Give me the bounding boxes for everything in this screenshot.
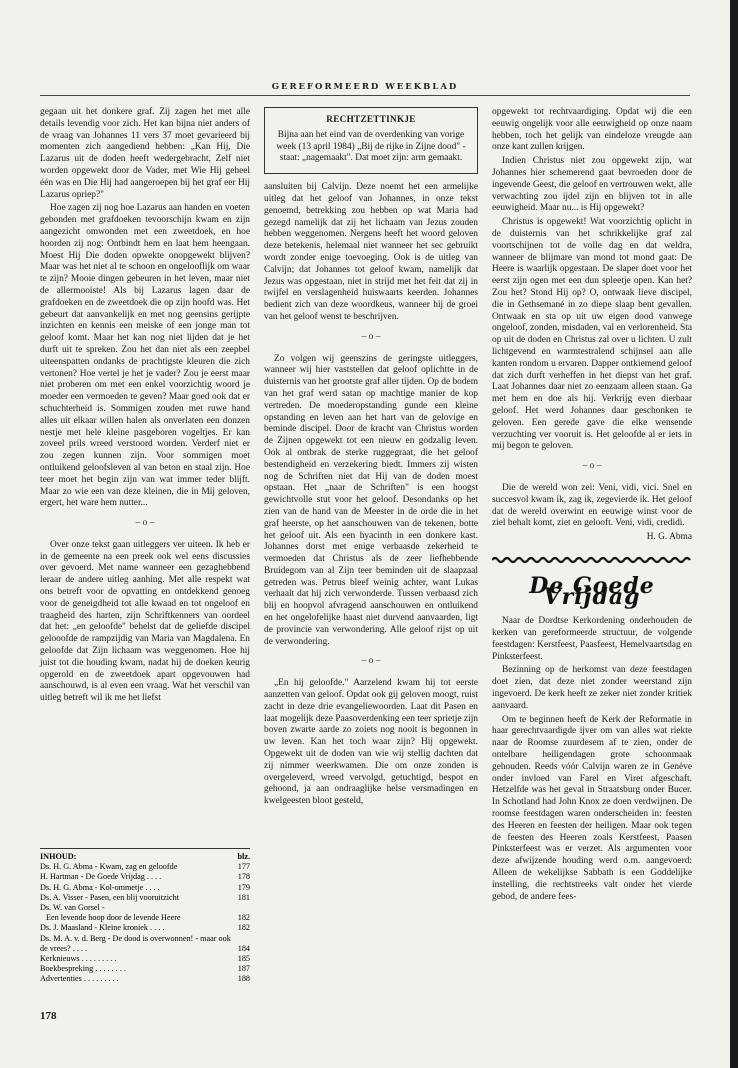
toc-page: 185 [237,954,250,964]
toc-entry: Ds. M. A. v. d. Berg - De dood is overwonnen! - maar ook de vrees? . . . . [40,933,231,953]
column-2 [264,107,478,810]
col3-paragraph: Die de wereld won zei: Veni, vidi, vici. Snel en succesvol kwam ik, zag ik, zegevierde ik. Het geloof dat de wereld overwint en eeuwige winst voor de ziel behalt komt, ziet en gelooft. Veni, vidi, credidi. [492,482,692,529]
toc-page: 188 [237,974,250,984]
col1-paragraph: Hoe zagen zij nog hoe Lazarus aan handen en voeten gebonden met grafdoeken tevoorschijn kwam en zijn aangezicht omwonden met een zweetdoek, en hoe hoorden zij nog: Ontbindt hem en laat hem heengaan. Moest Hij Die doden opwekte onopgewekt blijven? Maar was het niet al te schoon en ongelooflijk om waar te zijn? Mooie dingen gebeuren in het leven, maar niet de allermooiste! Als bij Lazarus lagen daar de grafdoeken en de zweetdoek die op zijn hoofd was. Het gebeurt dat aanvankelijk en met nog geensins gerijpte inzichten en kennis een meiske of een jonge man tot geloof komt. Maar het kan nog niet lijden dat je het durft uit te spreken. Zou het dan niet als een zeepbel uiteenspatten ondanks de prachtigste kleuren die zich vertonen? Hoe vertel je het je vader? Zou je eerst maar niet proberen om met een enkel voorzichtig woord je moeder een vermoeden te geven? Maar goed ook dat er schuchterheid is. Sommigen zouden met ruwe hand alles uit elkaar willen halen als onverlaten een donzen nestje met hele kleine pasgeboren vogeltjes. Er kan zoveel prils wreed verstoord worden. Verderf niet er zou zegen kunnen zijn. Voor sommigen moet ontluikend geloofsleven al van beton en staal zijn. Hoe teer moet het begin zijn van wat immer teder blijft. Maar zo wie een van deze kleinen, die in Mij geloven, ergert, het ware hem nutter... [40,203,250,509]
toc-row[interactable] [40,964,250,974]
page-number: 178 [40,1010,57,1022]
toc-row[interactable] [40,954,250,964]
toc-row[interactable] [40,893,250,903]
toc-heading: INHOUD: [40,852,77,861]
col3-paragraph: Indien Christus niet zou opgewekt zijn, wat Johannes hier schemerend gaat bevroeden door de ingevende Geest, die geloof en vertrouwen wekt, alle verwachting zou ijdel zijn en blijven tot in alle eeuwigheid. Maar nu... is Hij opgewekt? [492,156,692,214]
toc-page-heading: blz. [237,852,250,861]
col3-paragraph: Christus is opgewekt! Wat voorzichtig oplicht in de duisternis van het schrikkelijke graf zal voortschijnen tot de volle dag en dat weldra, wanneer de blijmare van mond tot mond gaat: De Heere is waarlijk opgestaan. De slaper doet voor het eerst zijn ogen met een dun spleetje open. Kan het? Zou het? Stond Hij op? O, ontwaak lieve discipel, die in Gethsemané in zo diepe slaap bent gevallen. Ontwaak en sta op uit uw eigen dood vanwege ongeloof, zonden, misdaden, val en verlorenheid. Sta op uit de doden en Christus zal over u lichten. U zult lichtgevend en warmtestralend schijnsel aan alle kanten rondom u ervaren. Dapper ontkiemend geloof dat zich durft verheffen in het diepst van het graf. Laat Johannes daar niet zo eenzaam alleen staan. Ga met hem en doe als hij. Verkrijg even dierbaar geloof. Het werd Johannes daar geschonken te geloven. Een gerede gave die elke wensende verzuchting ver vooruit is. Het geloofde al er iets in mij begon te geloven. [492,217,692,452]
toc-entry: Ds. W. van Gorsel - [40,903,105,913]
toc-row[interactable] [40,913,250,923]
article2-paragraph: Naar de Dordtse Kerkordening onderhouden de kerken van gereformeerde structuur, de volgende feestdagen: Kerstfeest, Paasfeest, Hemelvaartsdag en Pinksterfeest. [492,616,692,662]
toc-entry: H. Hartman - De Goede Vrijdag . . . . [40,872,162,882]
header-rule [40,95,690,96]
toc-entry: Ds. J. Maasland - Kleine kroniek . . . . [40,923,165,933]
correction-body: Bijna aan het eind van de overdenking van vorige week (13 april 1984) „Bij de rijke in Zijne dood" - staat: „nagemaakt". Dat moet zijn: arm gemaakt. [276,129,466,164]
toc-entry: Een levende hoop door de levende Heere [46,913,181,923]
article-title: De Goede Vrijdag [529,572,655,611]
correction-box [264,107,478,174]
toc-row[interactable] [40,923,250,933]
toc-header [40,852,250,862]
toc-row[interactable] [40,974,250,984]
section-separator: – o – [361,331,381,342]
col3-paragraph: opgewekt tot rechtvaardiging. Opdat wij die een eeuwig ongelijk voor alle eeuwigheid op onze naam hebben, toch het gelijk van eindeloze vreugde aan onze kant zullen krijgen. [492,107,692,153]
running-header: GEREFORMEERD WEEKBLAD [271,82,459,92]
column-3 [492,107,692,905]
toc-entry: Advertenties . . . . . . . . . [40,974,119,984]
article2-paragraph: Om te beginnen heeft de Kerk der Reformatie in haar gerechtvaardigde ijver om van alles wat riekte naar de Roomse zuurdesem af te zien, onder de ontelbare heiligendagen grote schoonmaak gehouden. Reeds vóór Calvijn waren ze in Genève onder invloed van Farel en Viret afgeschaft. Hetzelfde was het geval in Straatsburg onder Bucer. In Schotland had John Knox ze doen verdwijnen. De roomse feestdagen waren onderscheiden in: feesten des Heeren en feesten der heiligen. Maar ook tegen de feesten des Heeren zoals Kerstfeest, Paasen Pinksterfeest was er verzet. Als argumenten voor deze afwijzende houding werd o.m. aangevoerd: Alleen de wekelijkse Sabbath is een Goddelijke instelling, die rechtstreeks valt onder het vierde gebod, de andere fees- [492,714,692,902]
col2-paragraph: aansluiten bij Calvijn. Deze noemt het een armelijke uitleg dat het geloof van Johannes, in onze tekst genoemd, betrekking zou hebben op wat Maria had gezegd namelijk dat zij het lichaam van Jezus zouden hebben weggenomen. Nergens heeft het woord geloven deze betekenis, helemaal niet wanneer het sec gebruikt wordt zonder enige toevoeging. Ook is de uitleg van Calvijn; dat Johannes tot geloof kwam, namelijk dat Jezus was opgestaan, niet in strijd met het feit dat zij in twijfel en verslagenheid huiswaarts keerden. Johannes bedient zich van deze woordkeus, wanneer hij de groei van het geloof wenst te beschrijven. [264,182,478,322]
toc-page: 181 [237,892,250,902]
toc-entry: Kerknieuws . . . . . . . . . [40,954,117,964]
toc-row[interactable] [40,872,250,882]
section-separator: – o – [135,518,155,529]
correction-title: RECHTZETTINKJE [326,114,416,124]
toc-entry: Ds. A. Visser - Pasen, een blij vooruitzicht [40,892,179,902]
scan-edge [730,0,738,1068]
col1-paragraph: Over onze tekst gaan uitleggers ver uiteen. Ik heb er in de gemeente na een preek ook wel eens discussies over gevoerd. Met name wanneer een gezaghebbend leraar de andere uitleg aanhing. Met alle respekt wat ons betreft voor de opvatting en ontdekkend genoeg voor de geneigdheid tot alle kwaad en tot ongeloof en traagheid des harten, zijn Schriftkenners van oordeel dat het: „en geloofde" behelst dat de geliefde discipel gelooofde de rampzijdig van Maria van Magdalena. En geloofde dat Zijn lichaam was weggenomen. Hoe hij juist tot die houding kwam, nadat hij de doeken keurig opgerold en de zweetdoek apart opgevouwen had aanschouwd, is al even een vraag. Wat het verschil van uitleg betreft wil ik me het liefst [40,539,250,704]
author-signature: H. G. Abma [646,532,692,543]
toc-page: 177 [237,862,250,872]
column-1 [40,107,250,707]
toc-row[interactable] [40,934,250,954]
section-separator: – o – [361,656,381,667]
toc-entry: Ds. H. G. Abma - Kwam, zag en geloofde [40,862,178,872]
toc-entry: Boekbespreking . . . . . . . . [40,964,126,974]
toc-row[interactable] [40,883,250,893]
col1-paragraph: gegaan uit het donkere graf. Zij zagen het met alle details levendig voor zich. Het kan bijna niet anders of de vraag van Johannes 11 vers 37 moet gevarieerd bij momenten zich aangediend hebben: „Kan Hij, Die Lazarus uit de doden heeft wedergebracht, Zelf niet worden opgewekt door de Vader, met Wie Hij geheel één was en Die Hij had aangeroepen bij het graf eer Hij Lazarus opriep?" [40,107,250,200]
toc-page: 179 [237,882,250,892]
article2-paragraph: Bezinning op de herkomst van deze feestdagen doet zien, dat deze niet zonder weerstand zijn ingevoerd. De kerk heeft ze zeker niet zonder kritiek aanvaard. [492,665,692,711]
toc-page: 184 [237,943,250,953]
decorative-wave-rule [492,556,692,564]
toc-page: 178 [237,872,250,882]
toc-entry: Ds. H. G. Abma - Kol-ommetje . . . . [40,882,160,892]
table-of-contents [40,848,250,985]
toc-page: 187 [237,964,250,974]
col2-paragraph: Zo volgen wij geenszins de geringste uitleggers, wanneer wij hier vaststellen dat geloof oplichtte in de duisternis van het grootste graf aller tijden. Op de bodem van het graf werd satan op machtige manier de kop vertreden. De moederopstanding gunde een kleine opstanding en leven aan het hart van de gelovige en beminde discipel. Door de kracht van Christus worden de Zijnen opgewekt tot een nieuw en godzalig leven. Ook al ontbrak de sterke ruggegraat, die het geloof bestendigheid en verzekering biedt. Immers zij wisten nog de Schriften niet dat Hij van de doden moest opstaan. Het „naar de Schriften" is een hoogst gewichtvolle stut voor het geloof. Desondanks op het zien van de hand van de Meester in de orde die in het graf heerste, op het aanschouwen van de tekenen, botte het geloof uit. Als een hyacinth in een donkere kast. Johannes dorst met enige verbaasde zekerheid te vermoeden dat Christus als de zeer liefhebbende Bruidegom van al Zijn teer beminden uit de slaapzaal getreden was. Petrus bleef weinig achter, want Lukas verhaalt dat hij zich verwonderde. Tussen verbaasd zich blij en hoopvol afvragend aanschouwen en ontluikend en het ongelofelijke haast niet durvend aanvaarden, ligt de provincie van verwondering. Alle geloof rijst op uit de verwondering. [264,353,479,647]
toc-row[interactable] [40,903,250,913]
toc-page: 182 [237,923,250,933]
section-separator: – o – [582,461,602,472]
toc-page: 182 [237,913,250,923]
toc-row[interactable] [40,862,250,872]
col2-paragraph: „En hij geloofde." Aarzelend kwam hij tot eerste aanzetten van geloof. Opdat ook gij geloven moogt, ruist zacht in deze drie evangeliewoorden. Laat dit Pasen en laat mogelijk deze Paasoverdenking een teer sprietje zijn boven zwarte aarde zo zoiets nog nooit is begonnen in uw leven. Kan het toch waar zijn? Hij opgewekt. Opgewekt uit de doden van wie wij stellig dachten dat zij nimmer weerkwamen. Die om onze zonden is overgeleverd, wreed vervolgd, getuchtigd, bespot en gehoond, ja aan ondraaglijke helse versmadingen en kwelgeesten bloot gesteld, [264,678,478,807]
